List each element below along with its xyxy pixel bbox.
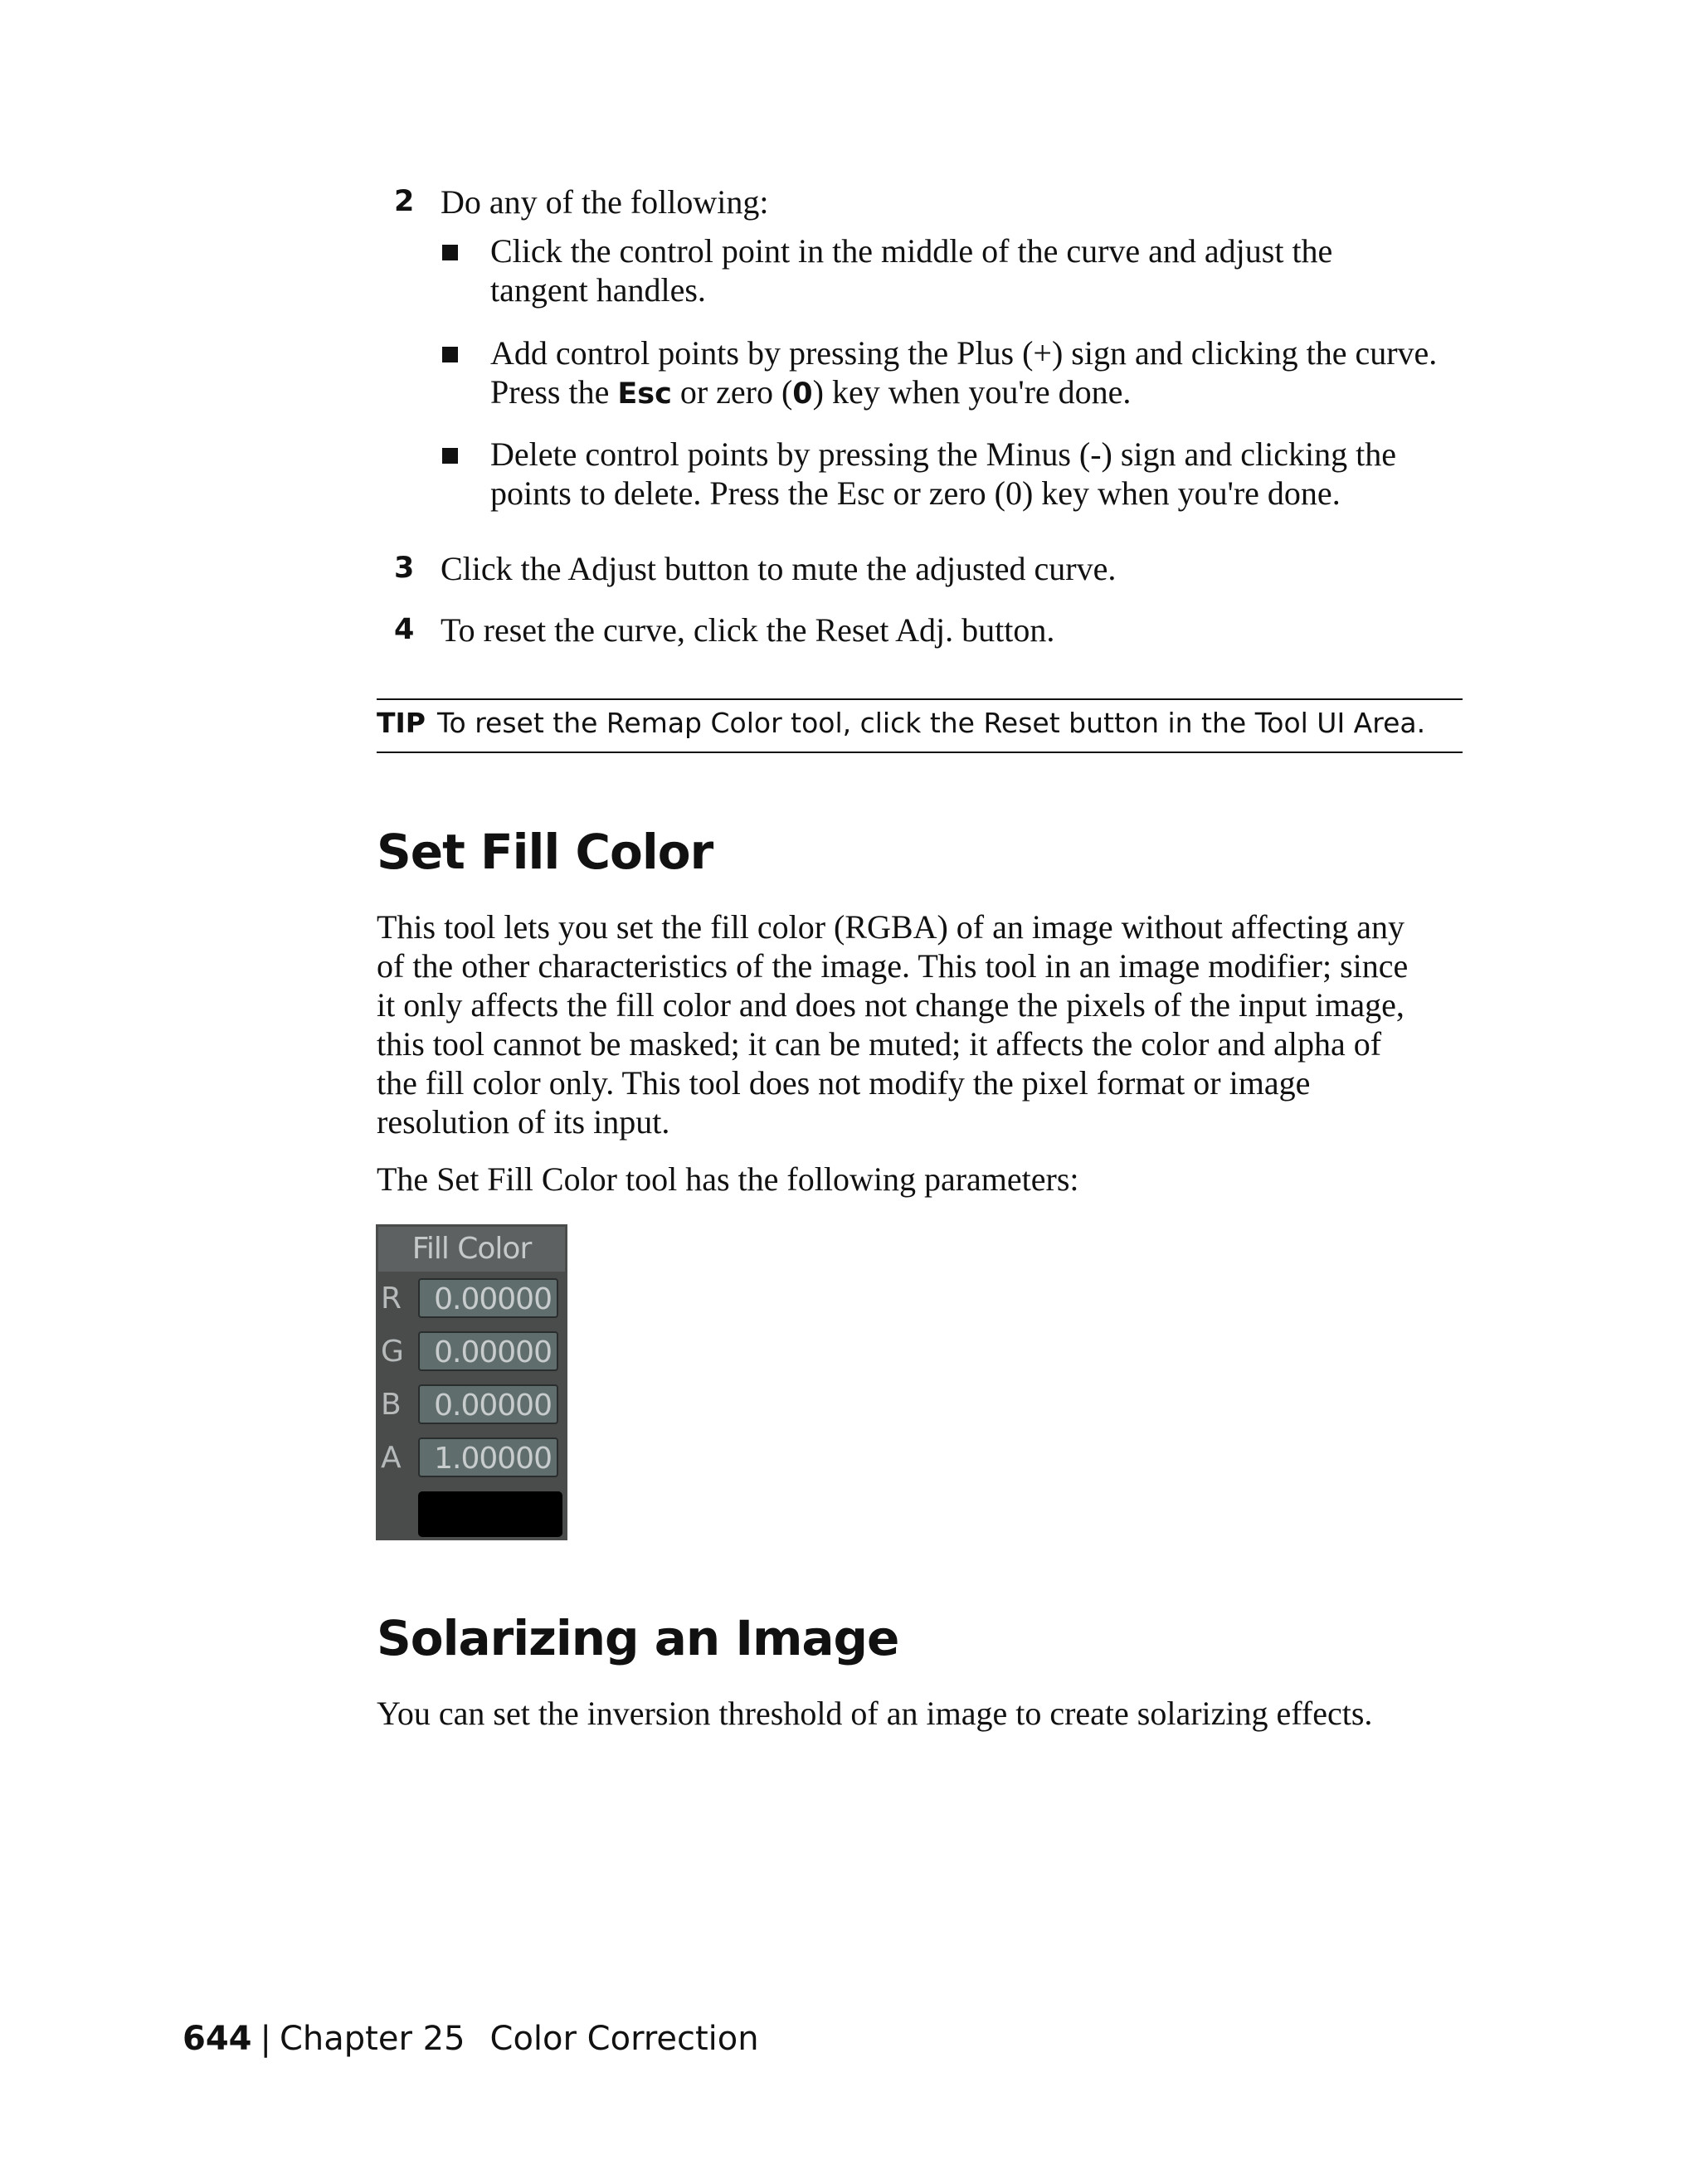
tip-note	[377, 705, 1463, 742]
key-zero: 0	[792, 377, 813, 411]
tip-bottom-rule	[377, 752, 1463, 753]
tip-text: To reset the Remap Color tool, click the Reset button in the Tool UI Area.	[436, 707, 1426, 739]
channel-label: R	[381, 1282, 402, 1316]
bullet-line: tangent handles.	[490, 271, 706, 309]
bullet-square-icon	[442, 245, 458, 260]
channel-row-g	[376, 1327, 567, 1377]
tip-label: TIP	[377, 707, 426, 739]
step-text: Do any of the following:	[441, 183, 769, 221]
section-paragraph	[377, 1694, 1472, 1733]
footer-separator: |	[260, 2020, 271, 2058]
bullet-square-icon	[442, 448, 458, 464]
channel-value-field[interactable]: 0.00000	[418, 1331, 558, 1371]
section-paragraph	[377, 907, 1472, 1141]
channel-label: A	[381, 1441, 402, 1475]
key-esc: Esc	[617, 377, 672, 411]
step-number: 2	[394, 185, 415, 218]
step-text: To reset the curve, click the Reset Adj. button.	[441, 611, 1055, 649]
bullet-text	[490, 231, 1469, 309]
bullet-text	[490, 333, 1469, 414]
page-number: 644	[183, 2020, 252, 2058]
paragraph-line: resolution of its input.	[377, 1103, 670, 1141]
section-heading-set-fill-color: Set Fill Color	[377, 824, 713, 880]
paragraph-line: the fill color only. This tool does not modify the pixel format or image	[377, 1064, 1311, 1102]
chapter-label: Chapter 25	[279, 2020, 465, 2058]
tip-top-rule	[377, 698, 1463, 700]
text-run: Press the	[490, 373, 618, 411]
chapter-title: Color Correction	[489, 2020, 759, 2058]
bullet-line	[490, 372, 1469, 414]
text-run: or zero (	[671, 373, 793, 411]
bullet-line: Delete control points by pressing the Minus (-) sign and clicking the	[490, 435, 1397, 473]
bullet-text	[490, 435, 1469, 513]
text-run: ) key when you're done.	[812, 373, 1132, 411]
section-heading-solarizing: Solarizing an Image	[377, 1610, 899, 1666]
paragraph-line: of the other characteristics of the image. This tool in an image modifier; since	[377, 947, 1409, 985]
color-swatch[interactable]	[418, 1491, 562, 1537]
paragraph-line: This tool lets you set the fill color (RGBA) of an image without affecting any	[377, 908, 1405, 946]
params-intro	[377, 1160, 1472, 1199]
channel-label: G	[381, 1335, 404, 1369]
channel-row-r	[376, 1274, 567, 1324]
bullet-line: Click the control point in the middle of the curve and adjust the	[490, 232, 1333, 270]
channel-row-b	[376, 1380, 567, 1430]
paragraph-line: it only affects the fill color and does not change the pixels of the input image,	[377, 986, 1404, 1024]
bullet-line: Add control points by pressing the Plus (+) sign and clicking the curve.	[490, 334, 1438, 372]
step-number: 3	[394, 552, 415, 585]
step-number: 4	[394, 613, 415, 646]
paragraph-line: The Set Fill Color tool has the following parameters:	[377, 1160, 1079, 1198]
step-text: Click the Adjust button to mute the adjusted curve.	[441, 550, 1117, 587]
channel-value-field[interactable]: 0.00000	[418, 1384, 558, 1424]
fill-color-panel	[376, 1224, 567, 1540]
channel-value-field[interactable]: 0.00000	[418, 1278, 558, 1318]
paragraph-line: this tool cannot be masked; it can be muted; it affects the color and alpha of	[377, 1025, 1382, 1063]
channel-row-a	[376, 1433, 567, 1483]
panel-title: Fill Color	[378, 1227, 565, 1272]
channel-value-field[interactable]: 1.00000	[418, 1437, 558, 1477]
bullet-square-icon	[442, 347, 458, 362]
page-footer	[183, 2016, 759, 2062]
channel-label: B	[381, 1388, 402, 1422]
paragraph-line: You can set the inversion threshold of an image to create solarizing effects.	[377, 1695, 1373, 1732]
bullet-line: points to delete. Press the Esc or zero (0) key when you're done.	[490, 474, 1341, 512]
